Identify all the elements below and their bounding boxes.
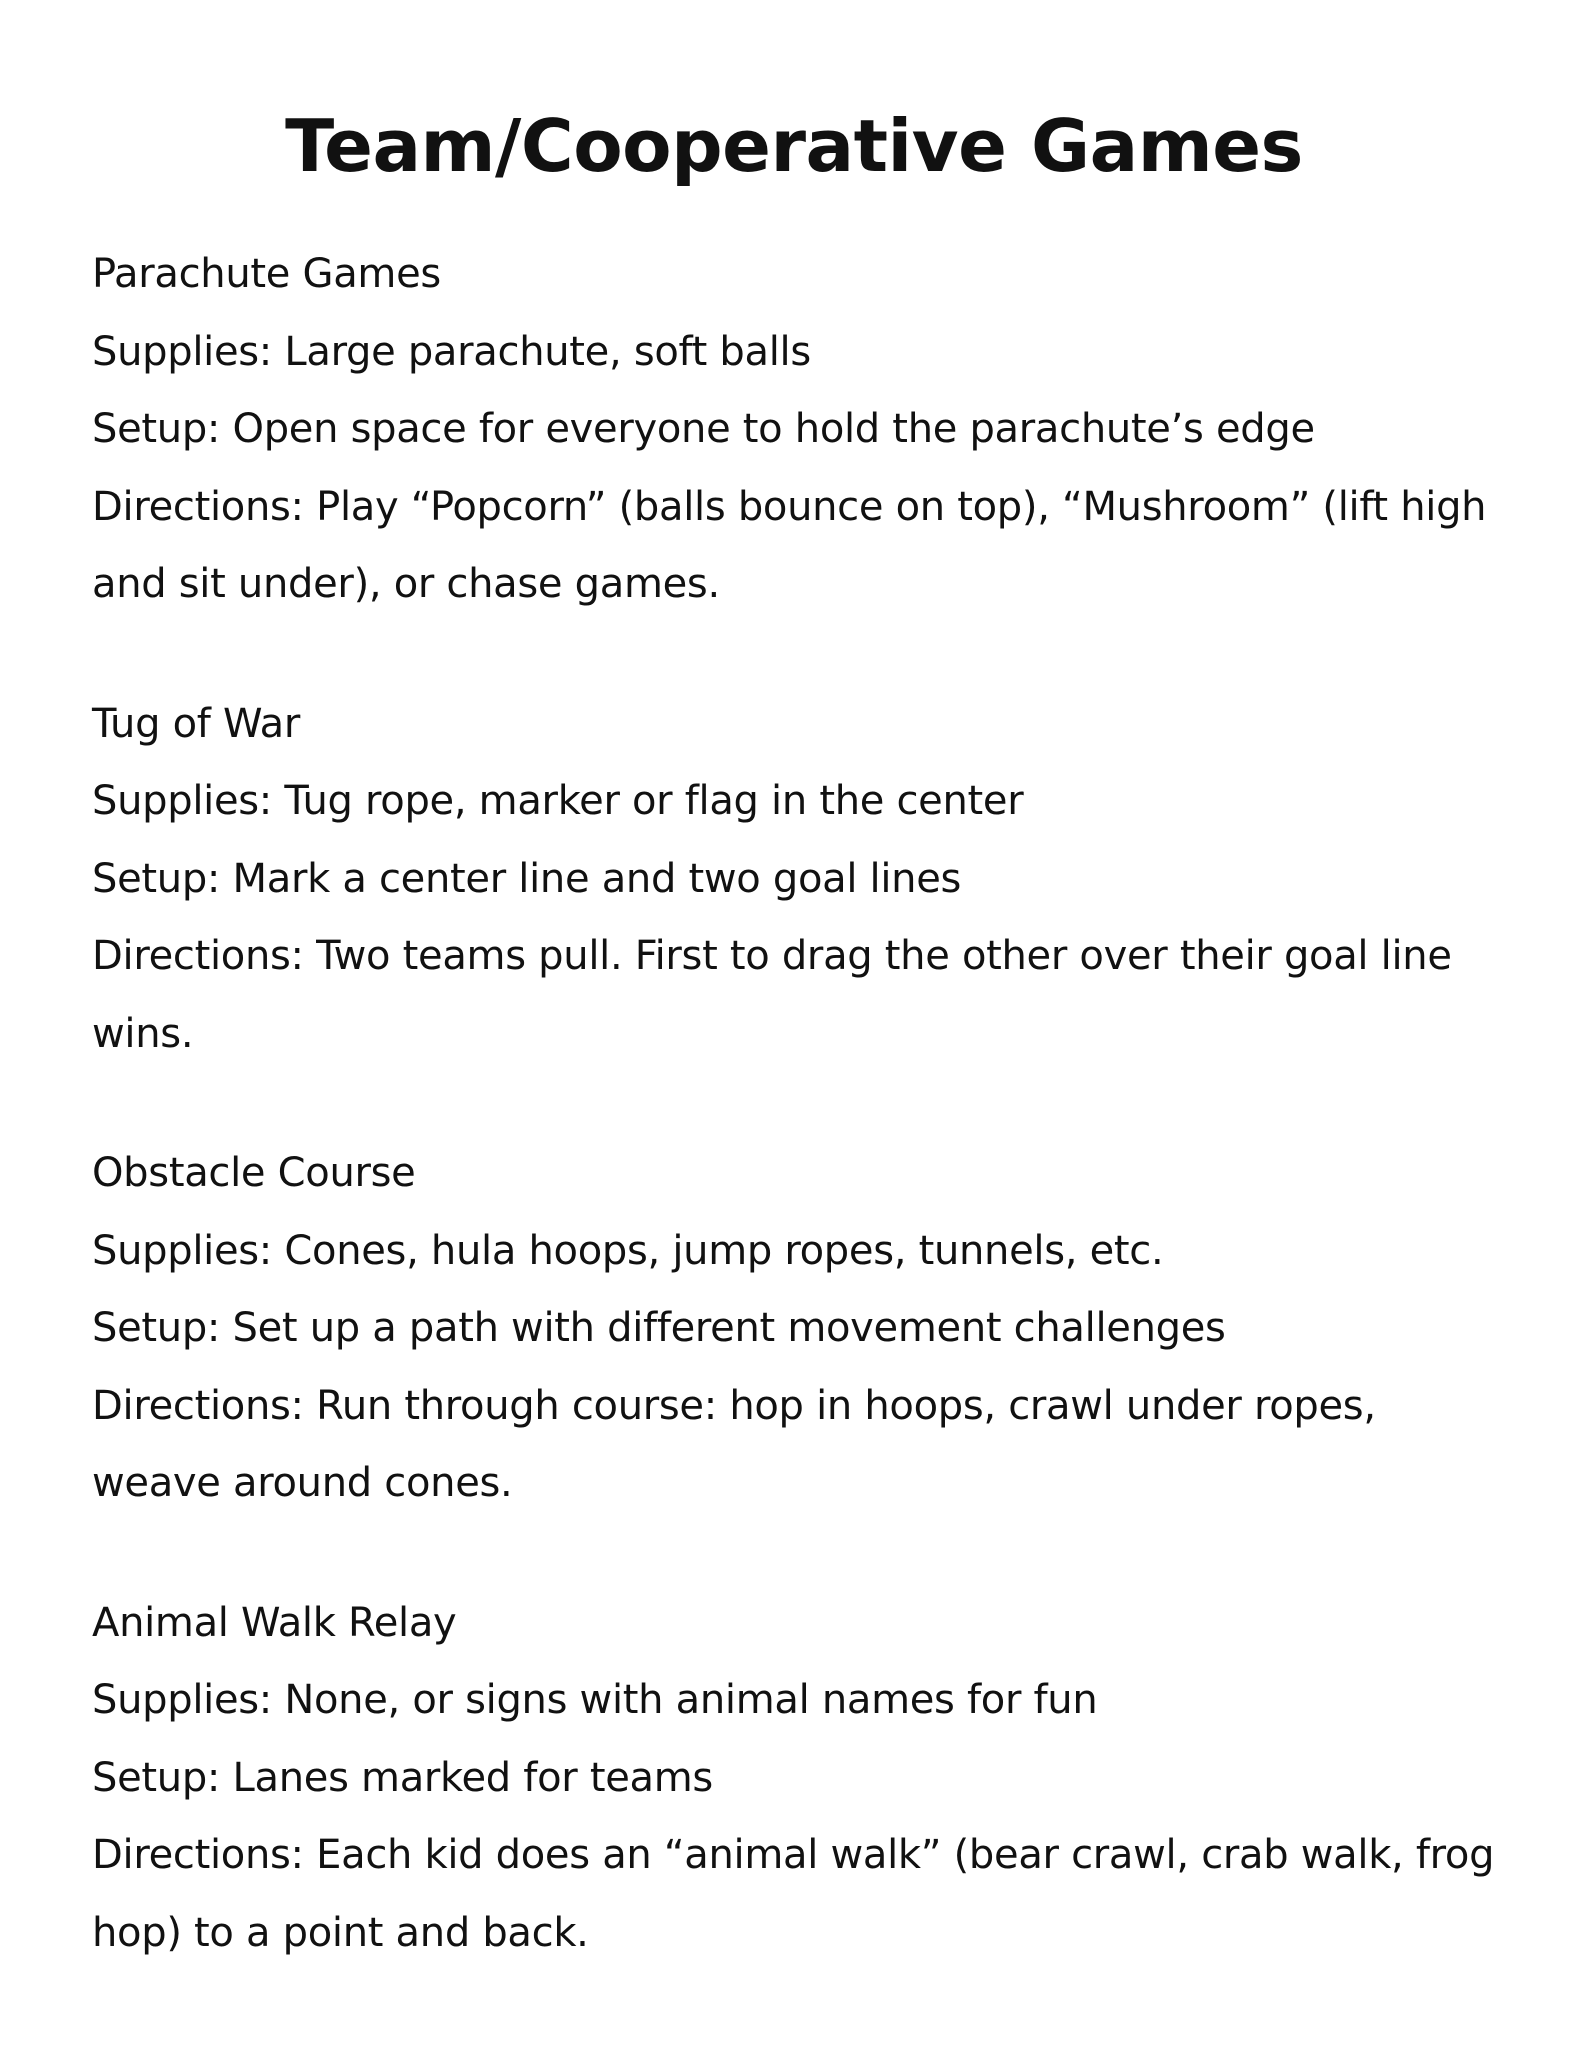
game-section-parachute-games (92, 236, 1512, 624)
game-title: Tug of War (92, 700, 301, 747)
game-supplies: Supplies: Tug rope, marker or flag in the center (92, 778, 1024, 824)
game-directions: Directions: Run through course: hop in hoops, crawl under ropes, weave around cones. (92, 1382, 1376, 1506)
game-directions: Directions: Each kid does an “animal walk” (bear crawl, crab walk, frog hop) to a point and back. (92, 1832, 1495, 1956)
game-setup: Setup: Mark a center line and two goal lines (92, 855, 962, 902)
game-supplies: Supplies: Large parachute, soft balls (92, 328, 811, 375)
game-setup: Setup: Open space for everyone to hold the parachute’s edge (92, 406, 1315, 452)
game-title: Obstacle Course (92, 1150, 416, 1196)
game-title: Animal Walk Relay (92, 1599, 457, 1646)
game-setup: Setup: Lanes marked for teams (92, 1754, 713, 1801)
game-directions: Directions: Two teams pull. First to drag the other over their goal line wins. (92, 933, 1452, 1057)
game-section-animal-walk-relay (92, 1585, 1512, 1973)
game-setup: Setup: Set up a path with different movement challenges (92, 1305, 1226, 1351)
game-section-tug-of-war (92, 686, 1512, 1074)
game-section-obstacle-course (92, 1135, 1512, 1523)
game-supplies: Supplies: None, or signs with animal names for fun (92, 1677, 1098, 1723)
game-supplies: Supplies: Cones, hula hoops, jump ropes, tunnels, etc. (92, 1227, 1164, 1274)
game-title: Parachute Games (92, 251, 441, 297)
page-title: Team/Cooperative Games (285, 104, 1303, 188)
games-list (92, 236, 1512, 1972)
game-directions: Directions: Play “Popcorn” (balls bounce on top), “Mushroom” (lift high and sit under), or chase games. (92, 483, 1487, 607)
